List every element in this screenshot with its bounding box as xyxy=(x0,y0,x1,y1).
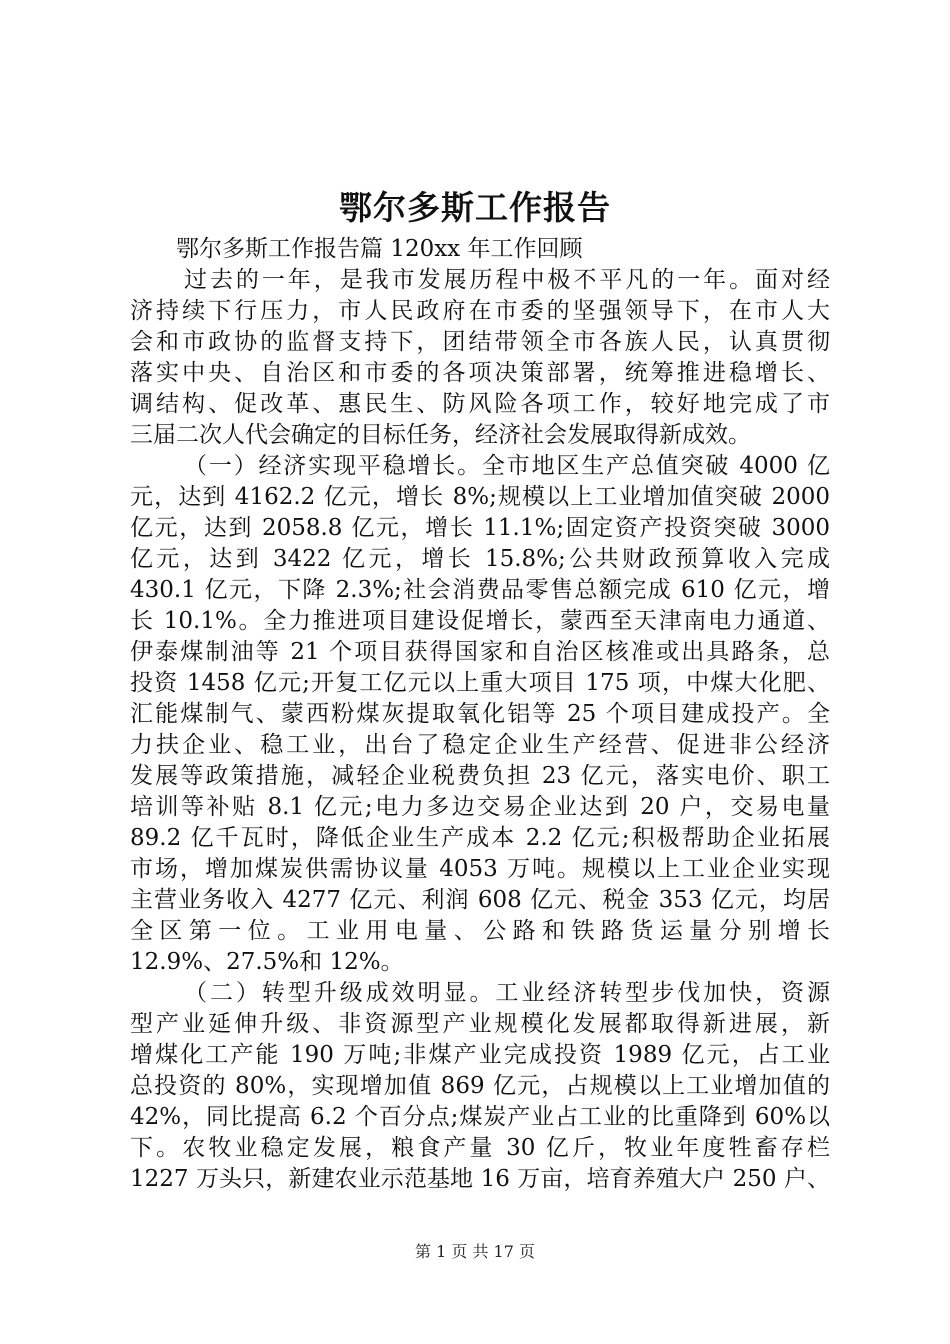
paragraph-line: 三届二次人代会确定的目标任务，经济社会发展取得新成效。 xyxy=(130,422,751,448)
paragraph-line: 伊泰煤制油等 21 个项目获得国家和自治区核准或出具路条，总 xyxy=(130,639,830,665)
paragraph-line: 总投资的 80%，实现增加值 869 亿元，占规模以上工业增加值的 xyxy=(130,1073,830,1099)
paragraph-line: （二）转型升级成效明显。工业经济转型步伐加快，资源 xyxy=(184,980,830,1006)
paragraph-line: 长 10.1%。全力推进项目建设促增长，蒙西至天津南电力通道、 xyxy=(130,608,830,634)
paragraph-line: 会和市政协的监督支持下，团结带领全市各族人民，认真贯彻 xyxy=(130,329,830,355)
paragraph-line: 市场，增加煤炭供需协议量 4053 万吨。规模以上工业企业实现 xyxy=(130,856,830,882)
paragraph-line: 下。农牧业稳定发展，粮食产量 30 亿斤，牧业年度牲畜存栏 xyxy=(130,1135,830,1161)
paragraph-line: 投资 1458 亿元;开复工亿元以上重大项目 175 项，中煤大化肥、 xyxy=(130,670,830,696)
paragraph-line: 发展等政策措施，减轻企业税费负担 23 亿元，落实电价、职工 xyxy=(130,763,830,789)
paragraph-line: 元，达到 4162.2 亿元，增长 8%;规模以上工业增加值突破 2000 xyxy=(130,484,830,510)
paragraph-line: 430.1 亿元，下降 2.3%;社会消费品零售总额完成 610 亿元，增 xyxy=(130,577,830,603)
paragraph-line: 1227 万头只，新建农业示范基地 16 万亩，培育养殖大户 250 户、 xyxy=(130,1166,830,1192)
document-title: 鄂尔多斯工作报告 xyxy=(339,188,611,227)
paragraph-line: 亿元，达到 3422 亿元，增长 15.8%;公共财政预算收入完成 xyxy=(130,546,830,572)
paragraph-line: 培训等补贴 8.1 亿元;电力多边交易企业达到 20 户，交易电量 xyxy=(130,794,830,820)
subtitle-line: 鄂尔多斯工作报告篇 120xx 年工作回顾 xyxy=(176,236,583,262)
page-footer: 第 1 页 共 17 页 xyxy=(415,1242,535,1261)
document-body xyxy=(130,234,830,1195)
paragraph-line: 89.2 亿千瓦时，降低企业生产成本 2.2 亿元;积极帮助企业拓展 xyxy=(130,825,830,851)
paragraph-line: 汇能煤制气、蒙西粉煤灰提取氧化铝等 25 个项目建成投产。全 xyxy=(130,701,830,727)
paragraph-line: 济持续下行压力，市人民政府在市委的坚强领导下，在市人大 xyxy=(130,298,830,324)
paragraph-line: 亿元，达到 2058.8 亿元，增长 11.1%;固定资产投资突破 3000 xyxy=(130,515,830,541)
paragraph-line: 12.9%、27.5%和 12%。 xyxy=(130,949,404,975)
paragraph-line: 42%，同比提高 6.2 个百分点;煤炭产业占工业的比重降到 60%以 xyxy=(130,1104,830,1130)
paragraph-line: 落实中央、自治区和市委的各项决策部署，统筹推进稳增长、 xyxy=(130,360,830,386)
paragraph-line: （一）经济实现平稳增长。全市地区生产总值突破 4000 亿 xyxy=(184,453,830,479)
paragraph-line: 调结构、促改革、惠民生、防风险各项工作，较好地完成了市 xyxy=(130,391,830,417)
paragraph-line: 力扶企业、稳工业，出台了稳定企业生产经营、促进非公经济 xyxy=(130,732,830,758)
paragraph-line: 全区第一位。工业用电量、公路和铁路货运量分别增长 xyxy=(130,918,830,944)
paragraph-line: 型产业延伸升级、非资源型产业规模化发展都取得新进展，新 xyxy=(130,1011,830,1037)
paragraph-line: 增煤化工产能 190 万吨;非煤产业完成投资 1989 亿元，占工业 xyxy=(130,1042,830,1068)
paragraph-line: 过去的一年，是我市发展历程中极不平凡的一年。面对经 xyxy=(184,267,830,293)
paragraph-line: 主营业务收入 4277 亿元、利润 608 亿元、税金 353 亿元，均居 xyxy=(130,887,830,913)
